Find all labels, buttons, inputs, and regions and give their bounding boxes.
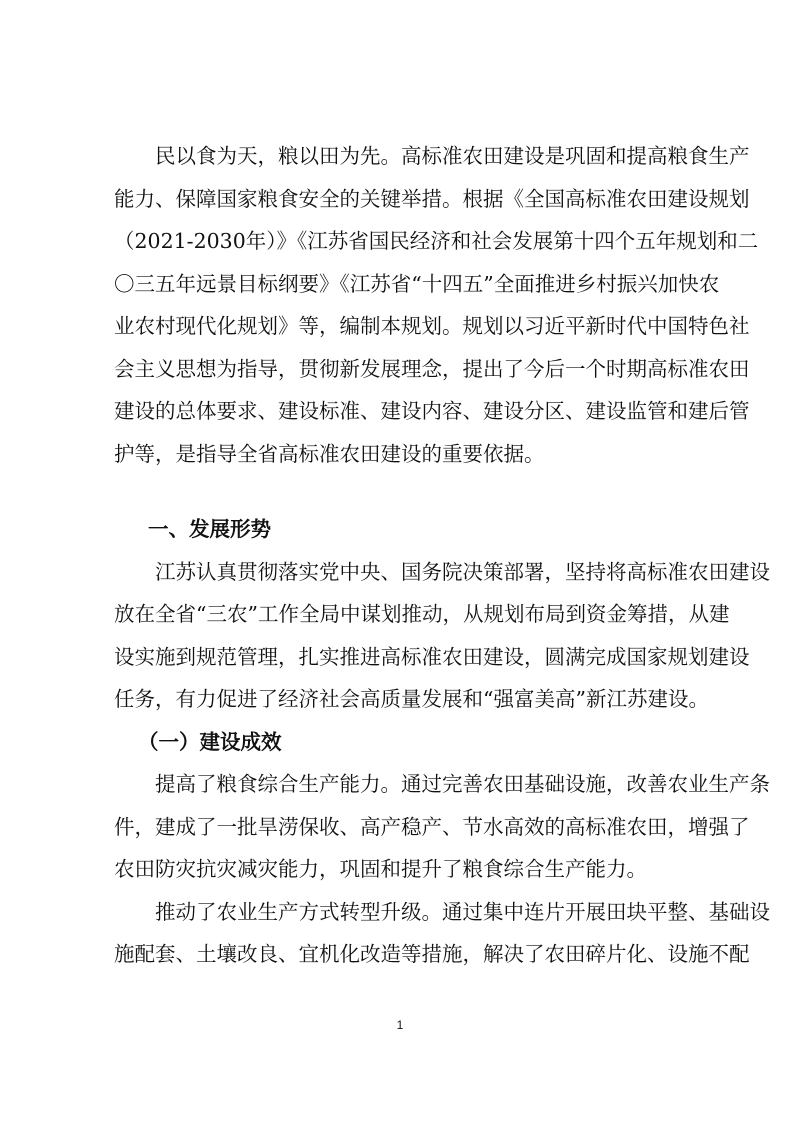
text-line: 放在全省“三农”工作全局中谋划推动，从规划布局到资金筹措，从建 [114,602,730,626]
text-line: 会主义思想为指导，贯彻新发展理念，提出了今后一个时期高标准农田 [114,356,750,381]
text-line: 建设的总体要求、建设标准、建设内容、建设分区、建设监管和建后管 [114,399,750,423]
text-line: 业农村现代化规划》等，编制本规划。规划以习近平新时代中国特色社 [114,314,750,338]
text-line: 设实施到规范管理，扎实推进高标准农田建设，圆满完成国家规划建设 [114,644,750,669]
text-line: 江苏认真贯彻落实党中央、国务院决策部署，坚持将高标准农田建设 [155,559,770,584]
section-heading: 一、发展形势 [148,517,271,541]
page-number: 1 [396,1018,404,1032]
text-line: 〇三五年远景目标纲要》《江苏省“十四五”全面推进乡村振兴加快农 [114,271,720,296]
text-line: 施配套、土壤改良、宜机化改造等措施，解决了农田碎片化、设施不配 [114,942,750,966]
text-line: 推动了农业生产方式转型升级。通过集中连片开展田块平整、基础设 [155,899,770,924]
text-line: 农田防灾抗灾减灾能力，巩固和提升了粮食综合生产能力。 [114,857,647,881]
text-line: 民以食为天，粮以田为先。高标准农田建设是巩固和提高粮食生产 [155,144,750,168]
section-development-situation [114,508,770,976]
text-line: 护等，是指导全省高标准农田建设的重要依据。 [114,441,545,466]
text-line: 任务，有力促进了经济社会高质量发展和“强富美高”新江苏建设。 [114,687,709,711]
text-line: 件，建成了一批旱涝保收、高产稳产、节水高效的高标准农田，增强了 [114,814,750,839]
text-line: （2021-2030年）》《江苏省国民经济和社会发展第十四个五年规划和二 [114,229,759,253]
text-line: 能力、保障国家粮食安全的关键举措。根据《全国高标准农田建设规划 [114,186,750,211]
text-line: 提高了粮食综合生产能力。通过完善农田基础设施，改善农业生产条 [155,772,770,796]
intro-paragraph [114,135,759,475]
subsection-heading: （一）建设成效 [138,729,282,754]
